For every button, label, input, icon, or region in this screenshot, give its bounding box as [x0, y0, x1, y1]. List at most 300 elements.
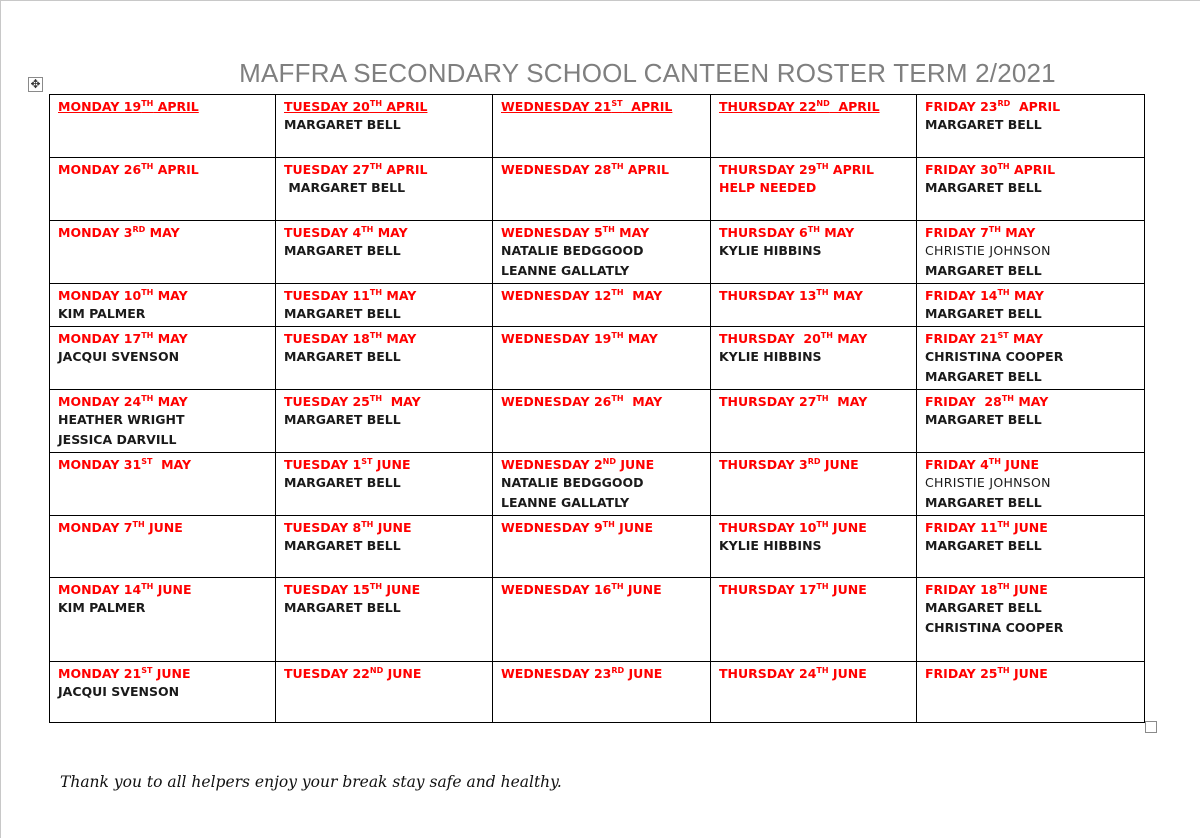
day-month-text: APRIL	[1010, 99, 1061, 114]
day-label-text: WEDNESDAY 23	[501, 666, 612, 681]
day-month-text: MAY	[1008, 331, 1044, 346]
helper-name: MARGARET BELL	[284, 243, 401, 258]
day-month-text: MAY	[819, 225, 855, 240]
day-label	[284, 98, 484, 115]
helper-name: MARGARET BELL	[925, 538, 1042, 553]
day-month-text: JUNE	[383, 666, 422, 681]
day-label-text: WEDNESDAY 12	[501, 288, 612, 303]
day-ordinal-suffix: RD	[611, 665, 625, 675]
day-label-text: FRIDAY 7	[925, 225, 989, 240]
roster-cell[interactable]	[493, 578, 711, 662]
day-ordinal-suffix: TH	[141, 330, 154, 340]
helper-name: CHRISTINA COOPER	[925, 349, 1064, 364]
day-ordinal-suffix: TH	[361, 519, 374, 529]
day-ordinal-suffix: ST	[611, 98, 623, 108]
day-ordinal-suffix: TH	[361, 224, 374, 234]
roster-cell[interactable]	[50, 390, 276, 453]
helper-name: CHRISTIE JOHNSON	[925, 475, 1051, 490]
day-month-text: APRIL	[622, 99, 673, 114]
roster-cell[interactable]	[917, 327, 1145, 390]
day-ordinal-suffix: ST	[997, 330, 1009, 340]
day-label-text: WEDNESDAY 26	[501, 394, 612, 409]
roster-cell[interactable]	[50, 284, 276, 327]
roster-cell[interactable]	[50, 662, 276, 723]
roster-cell[interactable]	[276, 390, 493, 453]
day-month-text: JUNE	[614, 520, 653, 535]
day-ordinal-suffix: TH	[141, 161, 154, 171]
roster-cell[interactable]	[711, 327, 917, 390]
day-ordinal-suffix: TH	[611, 330, 624, 340]
roster-cell[interactable]	[711, 453, 917, 516]
table-resize-handle-icon[interactable]	[1145, 721, 1157, 733]
day-month-text: JUNE	[1000, 457, 1040, 472]
day-label	[501, 665, 702, 682]
day-label	[501, 519, 702, 536]
day-label	[58, 224, 267, 241]
page-frame-left	[0, 0, 1, 838]
roster-row	[50, 390, 1145, 453]
day-ordinal-suffix: TH	[141, 287, 154, 297]
day-month-text: MAY	[614, 225, 650, 240]
day-label	[58, 665, 267, 682]
helper-name: HEATHER WRIGHT	[58, 412, 185, 427]
day-month-text: MAY	[382, 288, 417, 303]
day-month-text: MAY	[153, 394, 188, 409]
day-ordinal-suffix: TH	[611, 287, 624, 297]
day-label	[58, 581, 267, 598]
helper-name: NATALIE BEDGGOOD	[501, 243, 644, 258]
day-ordinal-suffix: TH	[816, 581, 829, 591]
day-month-text: MAY	[153, 331, 188, 346]
roster-cell[interactable]	[711, 516, 917, 578]
roster-cell[interactable]	[276, 516, 493, 578]
helper-name: MARGARET BELL	[925, 369, 1042, 384]
day-label	[925, 665, 1136, 682]
day-label-text: TUESDAY 22	[284, 666, 370, 681]
day-label	[501, 287, 702, 304]
day-label-text: WEDNESDAY 16	[501, 582, 612, 597]
day-month-text: MAY	[1013, 394, 1049, 409]
day-label-text: FRIDAY 25	[925, 666, 998, 681]
day-label-text: WEDNESDAY 9	[501, 520, 603, 535]
roster-cell[interactable]	[276, 284, 493, 327]
day-ordinal-suffix: TH	[997, 161, 1010, 171]
day-label-text: MONDAY 7	[58, 520, 133, 535]
day-month-text: MAY	[623, 394, 663, 409]
roster-cell[interactable]	[917, 158, 1145, 221]
day-label-text: MONDAY 26	[58, 162, 142, 177]
day-label-text: WEDNESDAY 28	[501, 162, 612, 177]
day-ordinal-suffix: ST	[141, 665, 153, 675]
helper-name: MARGARET BELL	[284, 117, 401, 132]
day-month-text: JUNE	[828, 582, 867, 597]
day-label	[925, 98, 1136, 115]
roster-row	[50, 221, 1145, 284]
day-label	[58, 519, 267, 536]
table-move-handle-icon[interactable]: ✥	[28, 77, 43, 92]
day-label-text: TUESDAY 4	[284, 225, 362, 240]
day-month-text: JUNE	[1009, 520, 1048, 535]
roster-cell[interactable]	[50, 578, 276, 662]
day-month-text: JUNE	[373, 520, 412, 535]
helper-name: MARGARET BELL	[284, 412, 401, 427]
day-label-text: THURSDAY 13	[719, 288, 817, 303]
day-month-text: JUNE	[623, 582, 662, 597]
day-label	[501, 330, 702, 347]
day-label-text: FRIDAY 28	[925, 394, 1002, 409]
helper-name: MARGARET BELL	[925, 600, 1042, 615]
day-ordinal-suffix: TH	[141, 98, 154, 108]
roster-cell[interactable]	[276, 221, 493, 284]
day-month-text: APRIL	[382, 162, 428, 177]
day-month-text: MAY	[382, 394, 421, 409]
roster-cell[interactable]	[917, 95, 1145, 158]
helper-name: LEANNE GALLATLY	[501, 495, 630, 510]
day-month-text: MAY	[382, 331, 417, 346]
day-label	[501, 393, 702, 410]
roster-cell[interactable]	[711, 578, 917, 662]
day-label-text: TUESDAY 20	[284, 99, 370, 114]
day-ordinal-suffix: TH	[141, 581, 154, 591]
roster-cell[interactable]	[493, 158, 711, 221]
document-title: MAFFRA SECONDARY SCHOOL CANTEEN ROSTER TERM 2/2021	[239, 58, 1056, 88]
day-label-text: TUESDAY 27	[284, 162, 370, 177]
day-label-text: MONDAY 24	[58, 394, 142, 409]
page-frame-top	[0, 0, 1200, 1]
day-label	[58, 161, 267, 178]
day-label-text: WEDNESDAY 2	[501, 457, 603, 472]
day-ordinal-suffix: TH	[997, 519, 1010, 529]
day-ordinal-suffix: TH	[132, 519, 145, 529]
roster-cell[interactable]	[711, 662, 917, 723]
day-month-text: JUNE	[820, 457, 859, 472]
day-month-text: MAY	[153, 288, 188, 303]
day-label	[501, 224, 702, 241]
day-label-text: WEDNESDAY 21	[501, 99, 612, 114]
day-ordinal-suffix: TH	[816, 393, 829, 403]
day-month-text: JUNE	[1009, 582, 1048, 597]
day-label	[501, 98, 702, 115]
day-label	[284, 665, 484, 682]
helper-name: MARGARET BELL	[284, 475, 401, 490]
day-month-text: APRIL	[382, 99, 428, 114]
day-month-text: JUNE	[382, 582, 421, 597]
day-label	[719, 98, 908, 115]
day-label-text: MONDAY 31	[58, 457, 142, 472]
day-ordinal-suffix: TH	[369, 581, 383, 591]
day-month-text: MAY	[828, 288, 863, 303]
day-label	[501, 161, 702, 178]
day-ordinal-suffix: ND	[369, 665, 384, 675]
day-month-text: MAY	[832, 331, 868, 346]
day-ordinal-suffix: ST	[361, 456, 373, 466]
day-label	[719, 456, 908, 473]
roster-cell[interactable]	[917, 453, 1145, 516]
day-month-text: MAY	[152, 457, 192, 472]
day-label-text: MONDAY 21	[58, 666, 142, 681]
day-label	[925, 161, 1136, 178]
roster-cell[interactable]	[711, 284, 917, 327]
helper-name: MARGARET BELL	[925, 117, 1042, 132]
roster-cell[interactable]	[917, 516, 1145, 578]
roster-cell[interactable]	[493, 516, 711, 578]
day-month-text: JUNE	[372, 457, 411, 472]
day-ordinal-suffix: TH	[807, 224, 820, 234]
day-month-text: JUNE	[152, 666, 191, 681]
roster-cell[interactable]	[50, 95, 276, 158]
day-month-text: JUNE	[828, 666, 867, 681]
day-ordinal-suffix: ST	[141, 456, 153, 466]
day-label-text: FRIDAY 4	[925, 457, 989, 472]
helper-name: KIM PALMER	[58, 306, 146, 321]
day-label-text: FRIDAY 11	[925, 520, 998, 535]
day-label-text: THURSDAY 3	[719, 457, 808, 472]
day-label	[719, 519, 908, 536]
helper-name: KYLIE HIBBINS	[719, 349, 822, 364]
helper-name: MARGARET BELL	[284, 349, 401, 364]
day-label	[719, 393, 908, 410]
day-label	[925, 393, 1136, 410]
roster-cell[interactable]	[493, 95, 711, 158]
helper-name: MARGARET BELL	[925, 412, 1042, 427]
day-month-text: MAY	[828, 394, 868, 409]
helper-name: CHRISTINA COOPER	[925, 620, 1064, 635]
helper-name: CHRISTIE JOHNSON	[925, 243, 1051, 258]
roster-cell[interactable]	[276, 578, 493, 662]
roster-cell[interactable]	[276, 662, 493, 723]
day-ordinal-suffix: TH	[141, 393, 154, 403]
day-ordinal-suffix: TH	[602, 224, 615, 234]
day-ordinal-suffix: TH	[816, 665, 829, 675]
day-ordinal-suffix: RD	[132, 224, 146, 234]
day-month-text: JUNE	[153, 582, 192, 597]
day-label-text: MONDAY 3	[58, 225, 133, 240]
helper-name: JACQUI SVENSON	[58, 684, 180, 699]
day-label-text: THURSDAY 29	[719, 162, 817, 177]
roster-cell[interactable]	[917, 284, 1145, 327]
day-label	[58, 330, 267, 347]
day-label	[925, 581, 1136, 598]
day-label-text: THURSDAY 22	[719, 99, 817, 114]
roster-cell[interactable]	[493, 327, 711, 390]
day-label	[719, 287, 908, 304]
day-label-text: MONDAY 14	[58, 582, 142, 597]
day-label	[284, 456, 484, 473]
help-needed-label: HELP NEEDED	[719, 180, 817, 195]
helper-name: KIM PALMER	[58, 600, 146, 615]
day-label	[284, 519, 484, 536]
helper-name: NATALIE BEDGGOOD	[501, 475, 644, 490]
day-label	[501, 456, 702, 473]
roster-cell[interactable]	[711, 390, 917, 453]
roster-cell[interactable]	[276, 327, 493, 390]
day-label-text: TUESDAY 1	[284, 457, 362, 472]
helper-name: MARGARET BELL	[284, 180, 406, 195]
helper-name: MARGARET BELL	[925, 306, 1042, 321]
roster-cell[interactable]	[493, 390, 711, 453]
day-label	[58, 456, 267, 473]
day-label	[719, 330, 908, 347]
day-ordinal-suffix: TH	[997, 665, 1010, 675]
helper-name: JACQUI SVENSON	[58, 349, 180, 364]
day-ordinal-suffix: TH	[611, 581, 624, 591]
day-label-text: FRIDAY 30	[925, 162, 998, 177]
day-month-text: MAY	[1009, 288, 1044, 303]
day-ordinal-suffix: TH	[820, 330, 833, 340]
roster-cell[interactable]	[276, 453, 493, 516]
day-month-text: MAY	[145, 225, 180, 240]
day-label-text: WEDNESDAY 19	[501, 331, 612, 346]
day-label-text: THURSDAY 27	[719, 394, 817, 409]
roster-table	[49, 94, 1145, 723]
day-ordinal-suffix: TH	[369, 287, 383, 297]
roster-cell[interactable]	[50, 221, 276, 284]
roster-cell[interactable]	[50, 158, 276, 221]
day-month-text: JUNE	[1009, 666, 1048, 681]
roster-row	[50, 516, 1145, 578]
day-month-text: MAY	[1000, 225, 1036, 240]
day-ordinal-suffix: TH	[816, 287, 829, 297]
day-month-text: MAY	[623, 331, 658, 346]
day-label	[58, 287, 267, 304]
day-month-text: APRIL	[623, 162, 669, 177]
helper-name: LEANNE GALLATLY	[501, 263, 630, 278]
day-label-text: TUESDAY 11	[284, 288, 370, 303]
day-ordinal-suffix: ND	[816, 98, 830, 108]
roster-cell[interactable]	[711, 95, 917, 158]
day-label	[284, 330, 484, 347]
day-label	[925, 330, 1136, 347]
day-ordinal-suffix: TH	[1001, 393, 1014, 403]
roster-cell[interactable]	[50, 327, 276, 390]
day-label-text: MONDAY 19	[58, 99, 142, 114]
roster-cell[interactable]	[493, 284, 711, 327]
roster-row	[50, 662, 1145, 723]
helper-name: KYLIE HIBBINS	[719, 538, 822, 553]
roster-row	[50, 284, 1145, 327]
helper-name: JESSICA DARVILL	[58, 432, 177, 447]
roster-cell[interactable]	[493, 662, 711, 723]
day-label-text: FRIDAY 14	[925, 288, 998, 303]
day-label-text: THURSDAY 24	[719, 666, 817, 681]
day-label-text: MONDAY 10	[58, 288, 142, 303]
day-label-text: TUESDAY 15	[284, 582, 370, 597]
day-month-text: MAY	[623, 288, 663, 303]
day-ordinal-suffix: TH	[816, 161, 829, 171]
day-label	[501, 581, 702, 598]
day-label	[925, 519, 1136, 536]
day-month-text: APRIL	[829, 99, 880, 114]
roster-cell[interactable]	[50, 453, 276, 516]
day-month-text: JUNE	[616, 457, 655, 472]
day-label-text: TUESDAY 18	[284, 331, 370, 346]
day-label-text: FRIDAY 23	[925, 99, 998, 114]
day-label	[719, 224, 908, 241]
helper-name: KYLIE HIBBINS	[719, 243, 822, 258]
day-ordinal-suffix: TH	[997, 287, 1010, 297]
day-ordinal-suffix: TH	[369, 330, 383, 340]
day-ordinal-suffix: TH	[988, 224, 1001, 234]
footer-message: Thank you to all helpers enjoy your break stay safe and healthy.	[60, 773, 562, 791]
day-month-text: APRIL	[828, 162, 875, 177]
day-label-text: TUESDAY 25	[284, 394, 370, 409]
day-ordinal-suffix: TH	[602, 519, 615, 529]
day-month-text: JUNE	[624, 666, 663, 681]
helper-name: MARGARET BELL	[284, 306, 401, 321]
day-label	[284, 161, 484, 178]
roster-cell[interactable]	[493, 221, 711, 284]
roster-table-body	[50, 95, 1145, 723]
day-label	[925, 224, 1136, 241]
day-label	[925, 456, 1136, 473]
day-month-text: APRIL	[1009, 162, 1056, 177]
helper-name: MARGARET BELL	[284, 600, 401, 615]
helper-name: MARGARET BELL	[925, 180, 1042, 195]
day-label-text: THURSDAY 10	[719, 520, 817, 535]
helper-name: MARGARET BELL	[284, 538, 401, 553]
roster-cell[interactable]	[276, 158, 493, 221]
roster-cell[interactable]	[917, 221, 1145, 284]
day-ordinal-suffix: RD	[807, 456, 821, 466]
day-label	[284, 224, 484, 241]
day-month-text: APRIL	[153, 162, 199, 177]
roster-cell[interactable]	[276, 95, 493, 158]
day-month-text: JUNE	[828, 520, 867, 535]
day-label-text: FRIDAY 18	[925, 582, 998, 597]
roster-row	[50, 578, 1145, 662]
day-ordinal-suffix: TH	[369, 161, 383, 171]
day-label	[58, 98, 267, 115]
helper-name: MARGARET BELL	[925, 495, 1042, 510]
roster-cell[interactable]	[711, 158, 917, 221]
day-label	[719, 665, 908, 682]
day-ordinal-suffix: TH	[611, 393, 624, 403]
day-ordinal-suffix: TH	[369, 393, 383, 403]
helper-name: MARGARET BELL	[925, 263, 1042, 278]
day-label-text: THURSDAY 17	[719, 582, 817, 597]
roster-cell[interactable]	[917, 578, 1145, 662]
roster-cell[interactable]	[50, 516, 276, 578]
day-label-text: WEDNESDAY 5	[501, 225, 603, 240]
roster-row	[50, 95, 1145, 158]
roster-cell[interactable]	[711, 221, 917, 284]
day-month-text: APRIL	[153, 99, 199, 114]
roster-cell[interactable]	[917, 390, 1145, 453]
day-label-text: MONDAY 17	[58, 331, 142, 346]
day-label-text: FRIDAY 21	[925, 331, 998, 346]
day-ordinal-suffix: TH	[369, 98, 383, 108]
day-label	[719, 581, 908, 598]
day-ordinal-suffix: RD	[997, 98, 1011, 108]
day-label	[284, 581, 484, 598]
day-label-text: THURSDAY 20	[719, 331, 821, 346]
day-label	[58, 393, 267, 410]
day-label	[925, 287, 1136, 304]
day-month-text: MAY	[373, 225, 408, 240]
day-ordinal-suffix: TH	[997, 581, 1010, 591]
day-ordinal-suffix: TH	[988, 456, 1001, 466]
roster-row	[50, 453, 1145, 516]
roster-cell[interactable]	[493, 453, 711, 516]
day-label	[284, 393, 484, 410]
day-ordinal-suffix: ND	[602, 456, 617, 466]
roster-row	[50, 327, 1145, 390]
day-ordinal-suffix: TH	[816, 519, 829, 529]
day-label	[284, 287, 484, 304]
roster-cell[interactable]	[917, 662, 1145, 723]
day-label	[719, 161, 908, 178]
roster-row	[50, 158, 1145, 221]
